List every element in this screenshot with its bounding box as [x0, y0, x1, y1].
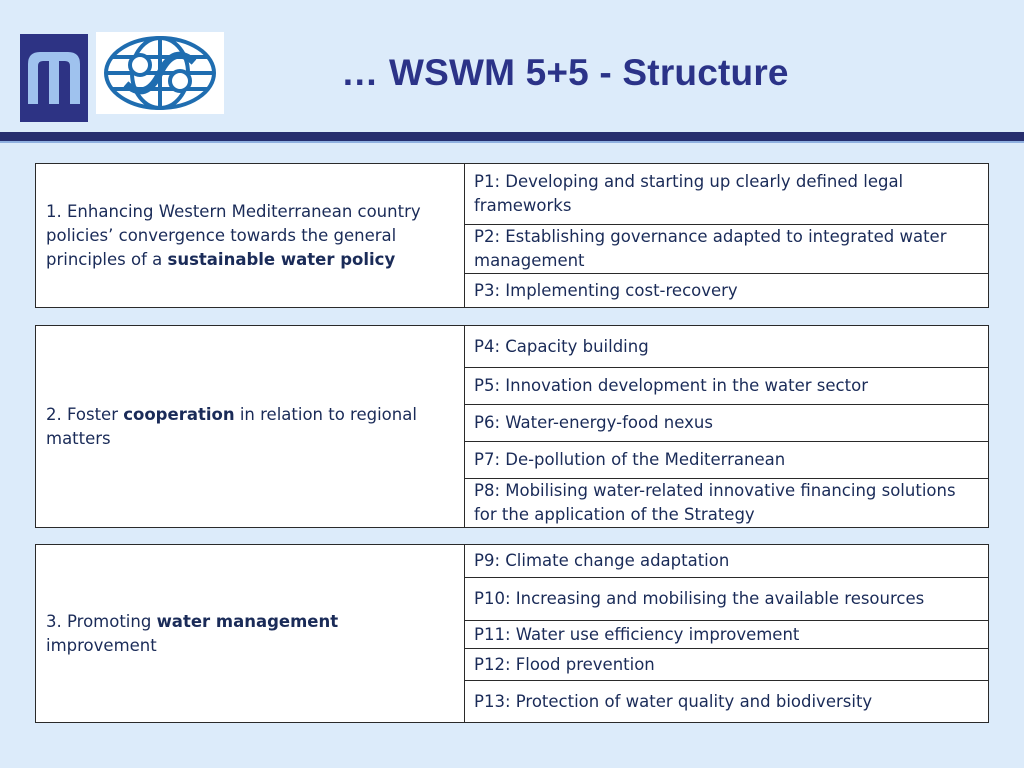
programme-cell: P7: De-pollution of the Mediterranean [465, 442, 989, 479]
m-logo-icon [20, 34, 88, 122]
programme-cell: P5: Innovation development in the water sector [465, 368, 989, 405]
slide-header [0, 0, 1024, 132]
globe-logo-icon [96, 32, 224, 114]
objective-cell: 1. Enhancing Western Mediterranean country policies’ convergence towards the general principles of a sustainable water policy [36, 164, 465, 308]
objective-table-3 [35, 544, 989, 723]
programme-cell: P3: Implementing cost-recovery [465, 274, 989, 308]
programme-cell: P11: Water use efficiency improvement [465, 621, 989, 649]
header-divider [0, 132, 1024, 141]
objective-table-2 [35, 325, 989, 528]
programme-cell: P4: Capacity building [465, 326, 989, 368]
programme-cell: P10: Increasing and mobilising the available resources [465, 578, 989, 621]
programme-cell: P1: Developing and starting up clearly defined legal frameworks [465, 164, 989, 225]
programme-cell: P9: Climate change adaptation [465, 545, 989, 578]
programme-cell: P8: Mobilising water-related innovative financing solutions for the application of the Strategy [465, 479, 989, 528]
objective-cell: 3. Promoting water management improvement [36, 545, 465, 723]
objective-cell: 2. Foster cooperation in relation to regional matters [36, 326, 465, 528]
header-divider-accent [0, 141, 1024, 143]
objective-table-1 [35, 163, 989, 308]
programme-cell: P13: Protection of water quality and biodiversity [465, 681, 989, 723]
programme-cell: P12: Flood prevention [465, 649, 989, 681]
programme-cell: P2: Establishing governance adapted to integrated water management [465, 225, 989, 274]
slide-title: … WSWM 5+5 - Structure [341, 52, 789, 93]
programme-cell: P6: Water-energy-food nexus [465, 405, 989, 442]
